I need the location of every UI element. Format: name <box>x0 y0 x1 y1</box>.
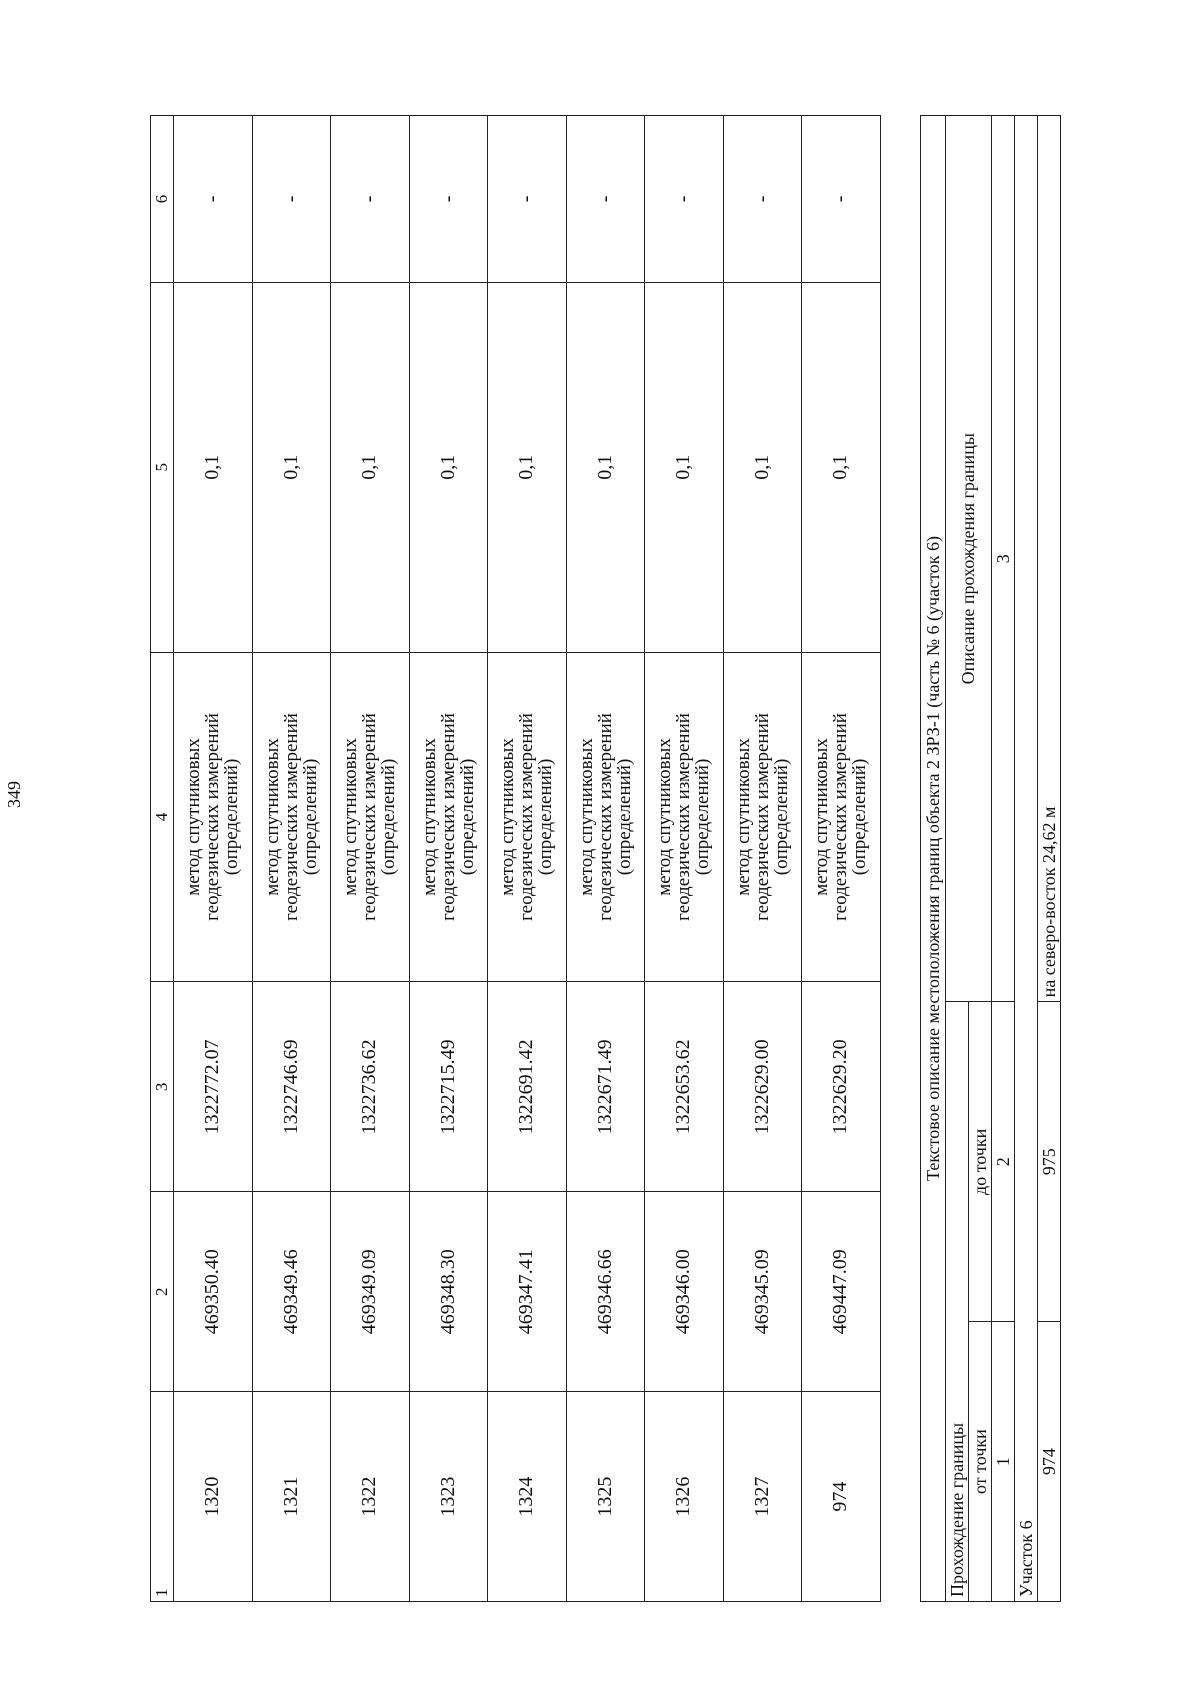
y-coordinate-cell: 1322629.00 <box>723 982 802 1192</box>
method-cell <box>802 652 881 982</box>
column-header: 6 <box>151 116 174 283</box>
accuracy-cell: 0,1 <box>645 282 724 652</box>
note-cell: - <box>488 116 567 283</box>
accuracy-cell: 0,1 <box>252 282 331 652</box>
note-cell: - <box>566 116 645 283</box>
note-cell: - <box>802 116 881 283</box>
x-coordinate-cell: 469348.30 <box>409 1192 488 1392</box>
method-cell <box>566 652 645 982</box>
point-cell: 1327 <box>723 1392 802 1602</box>
column-header: 5 <box>151 282 174 652</box>
accuracy-cell: 0,1 <box>802 282 881 652</box>
boundary-description-table <box>920 115 1061 1602</box>
method-line: метод спутниковых <box>183 738 205 896</box>
x-coordinate-cell: 469447.09 <box>802 1192 881 1392</box>
method-line: (определений) <box>613 758 635 876</box>
method-line: метод спутниковых <box>811 738 833 896</box>
method-line: (определений) <box>456 758 478 876</box>
note-cell: - <box>252 116 331 283</box>
y-coordinate-cell: 1322653.62 <box>645 982 724 1192</box>
y-coordinate-cell: 1322746.69 <box>252 982 331 1192</box>
x-coordinate-cell: 469345.09 <box>723 1192 802 1392</box>
table-row <box>802 116 881 1602</box>
point-cell: 1322 <box>331 1392 410 1602</box>
method-line: метод спутниковых <box>418 738 440 896</box>
table-row <box>645 116 724 1602</box>
method-line: (определений) <box>770 758 792 876</box>
boundary-passage-header: Прохождение границы <box>946 1002 969 1602</box>
method-cell <box>174 652 253 982</box>
method-line: метод спутниковых <box>575 738 597 896</box>
accuracy-cell: 0,1 <box>723 282 802 652</box>
accuracy-cell: 0,1 <box>331 282 410 652</box>
point-cell: 1321 <box>252 1392 331 1602</box>
point-cell: 1325 <box>566 1392 645 1602</box>
x-coordinate-cell: 469346.00 <box>645 1192 724 1392</box>
method-line: метод спутниковых <box>497 738 519 896</box>
accuracy-cell: 0,1 <box>488 282 567 652</box>
description-cell: на северо-восток 24,62 м <box>1038 116 1061 1002</box>
y-coordinate-cell: 1322691.42 <box>488 982 567 1192</box>
x-coordinate-cell: 469350.40 <box>174 1192 253 1392</box>
method-line: (определений) <box>849 758 871 876</box>
method-cell <box>488 652 567 982</box>
method-cell <box>645 652 724 982</box>
x-coordinate-cell: 469349.46 <box>252 1192 331 1392</box>
method-line: геодезических измерений <box>437 713 459 921</box>
method-line: метод спутниковых <box>340 738 362 896</box>
method-line: (определений) <box>221 758 243 876</box>
table-row <box>566 116 645 1602</box>
x-coordinate-cell: 469349.09 <box>331 1192 410 1392</box>
section-label: Участок 6 <box>1015 116 1038 1602</box>
column-header: 1 <box>151 1392 174 1602</box>
point-cell: 1326 <box>645 1392 724 1602</box>
point-cell: 974 <box>802 1392 881 1602</box>
accuracy-cell: 0,1 <box>174 282 253 652</box>
x-coordinate-cell: 469347.41 <box>488 1192 567 1392</box>
method-cell <box>331 652 410 982</box>
point-cell: 1320 <box>174 1392 253 1602</box>
table-header-row <box>151 116 174 1602</box>
method-line: геодезических измерений <box>202 713 224 921</box>
method-cell <box>409 652 488 982</box>
coordinates-table <box>150 115 881 1602</box>
column-header: 4 <box>151 652 174 982</box>
to-point-header: до точки <box>969 1002 992 1322</box>
description-column-header: Описание прохождения границы <box>946 116 992 1002</box>
method-line: метод спутниковых <box>732 738 754 896</box>
accuracy-cell: 0,1 <box>566 282 645 652</box>
x-coordinate-cell: 469346.66 <box>566 1192 645 1392</box>
from-point-cell: 974 <box>1038 1322 1061 1602</box>
method-line: геодезических измерений <box>673 713 695 921</box>
note-cell: - <box>331 116 410 283</box>
description-title: Текстовое описание местоположения границ объекта 2 ЗРЗ-1 (часть № 6 (участок 6) <box>921 116 946 1602</box>
method-line: метод спутниковых <box>261 738 283 896</box>
method-line: геодезических измерений <box>594 713 616 921</box>
table-row <box>409 116 488 1602</box>
column-number: 3 <box>992 116 1015 1002</box>
method-line: (определений) <box>692 758 714 876</box>
method-line: геодезических измерений <box>280 713 302 921</box>
table-row <box>1038 116 1061 1602</box>
page-number: 349 <box>4 781 24 808</box>
note-cell: - <box>645 116 724 283</box>
method-line: (определений) <box>378 758 400 876</box>
y-coordinate-cell: 1322629.20 <box>802 982 881 1192</box>
point-cell: 1323 <box>409 1392 488 1602</box>
method-line: геодезических измерений <box>359 713 381 921</box>
method-line: геодезических измерений <box>830 713 852 921</box>
table-row <box>723 116 802 1602</box>
column-header: 3 <box>151 982 174 1192</box>
column-number: 2 <box>992 1002 1015 1322</box>
y-coordinate-cell: 1322772.07 <box>174 982 253 1192</box>
table-row <box>488 116 567 1602</box>
y-coordinate-cell: 1322736.62 <box>331 982 410 1192</box>
table-row <box>331 116 410 1602</box>
method-line: (определений) <box>299 758 321 876</box>
note-cell: - <box>723 116 802 283</box>
method-cell <box>723 652 802 982</box>
note-cell: - <box>409 116 488 283</box>
method-line: геодезических измерений <box>751 713 773 921</box>
y-coordinate-cell: 1322715.49 <box>409 982 488 1192</box>
column-header: 2 <box>151 1192 174 1392</box>
table-row <box>252 116 331 1602</box>
accuracy-cell: 0,1 <box>409 282 488 652</box>
table-row <box>174 116 253 1602</box>
note-cell: - <box>174 116 253 283</box>
column-number: 1 <box>992 1322 1015 1602</box>
method-line: (определений) <box>535 758 557 876</box>
method-cell <box>252 652 331 982</box>
method-line: геодезических измерений <box>516 713 538 921</box>
from-point-header: от точки <box>969 1322 992 1602</box>
point-cell: 1324 <box>488 1392 567 1602</box>
method-line: метод спутниковых <box>654 738 676 896</box>
to-point-cell: 975 <box>1038 1002 1061 1322</box>
y-coordinate-cell: 1322671.49 <box>566 982 645 1192</box>
